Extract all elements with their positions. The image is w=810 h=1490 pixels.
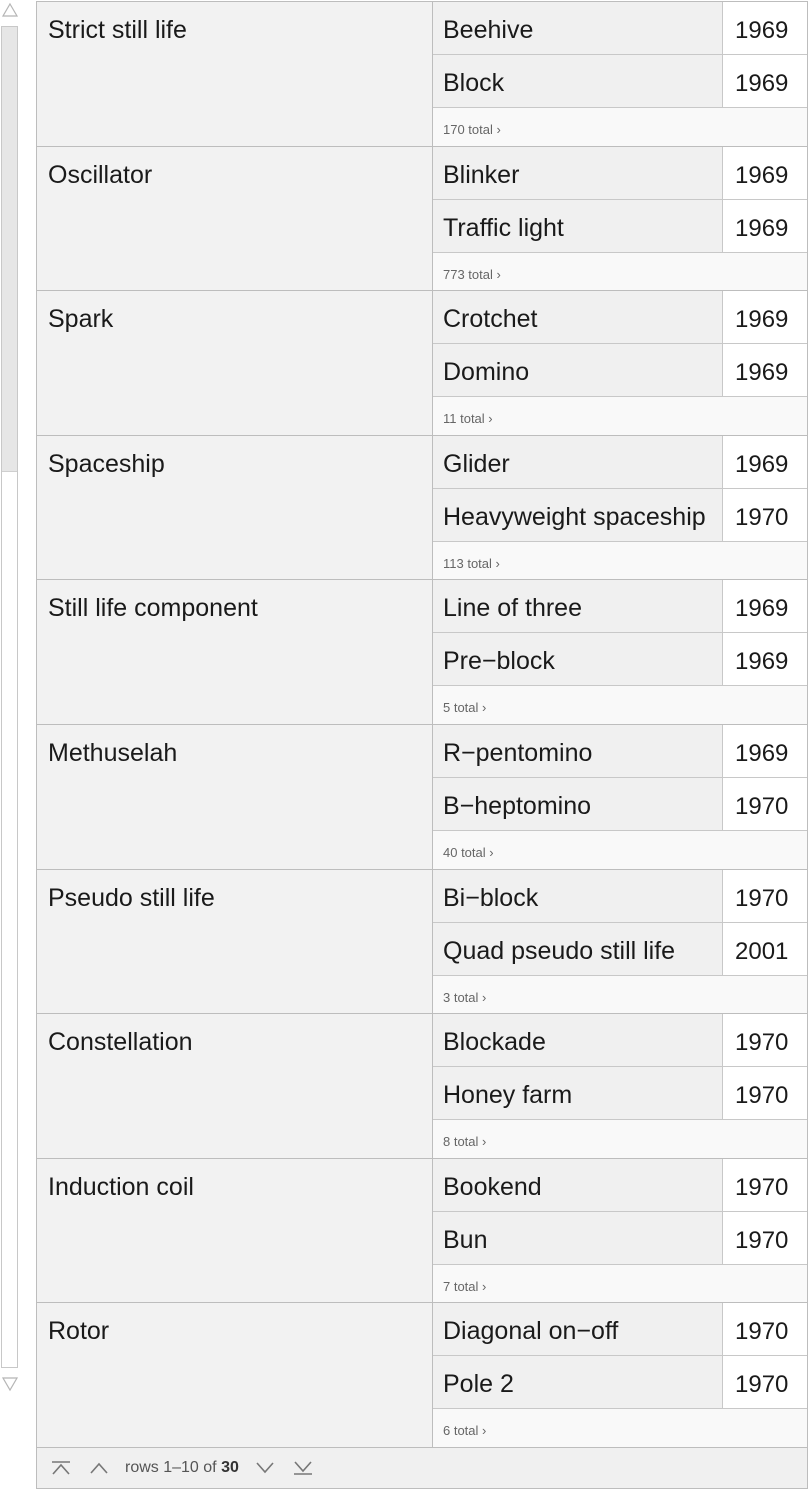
item-year-cell: 1969 — [723, 200, 807, 252]
first-page-icon[interactable] — [49, 1457, 73, 1479]
item-name-cell[interactable]: Pre−block — [433, 633, 723, 685]
category-cell: Rotor — [37, 1303, 433, 1447]
item-row — [433, 489, 807, 542]
total-link[interactable]: 5 total › — [433, 686, 807, 724]
item-year-cell: 1970 — [723, 870, 807, 922]
total-link[interactable]: 113 total › — [433, 542, 807, 580]
total-link[interactable]: 40 total › — [433, 831, 807, 869]
total-link[interactable]: 773 total › — [433, 253, 807, 291]
item-year-cell: 1970 — [723, 1212, 807, 1264]
category-cell: Induction coil — [37, 1159, 433, 1303]
item-year-cell: 2001 — [723, 923, 807, 975]
total-link[interactable]: 170 total › — [433, 108, 807, 146]
item-row — [433, 200, 807, 253]
results-grid — [36, 1, 808, 1489]
item-name-cell[interactable]: Quad pseudo still life — [433, 923, 723, 975]
group-row — [37, 291, 807, 436]
prev-page-icon[interactable] — [87, 1457, 111, 1479]
last-page-icon[interactable] — [291, 1457, 315, 1479]
item-name-cell[interactable]: Beehive — [433, 2, 723, 54]
item-name-cell[interactable]: B−heptomino — [433, 778, 723, 830]
item-row — [433, 778, 807, 831]
item-name-cell[interactable]: Line of three — [433, 580, 723, 632]
item-row — [433, 1159, 807, 1212]
group-row — [37, 1303, 807, 1448]
vertical-scrollbar[interactable] — [0, 0, 20, 1400]
item-year-cell: 1970 — [723, 1014, 807, 1066]
items-column — [433, 580, 807, 724]
items-column — [433, 1014, 807, 1158]
item-year-cell: 1969 — [723, 147, 807, 199]
item-year-cell: 1969 — [723, 55, 807, 107]
item-row — [433, 1356, 807, 1409]
group-row — [37, 725, 807, 870]
pagination-footer — [37, 1448, 807, 1488]
category-cell: Still life component — [37, 580, 433, 724]
items-column — [433, 436, 807, 580]
item-name-cell[interactable]: Crotchet — [433, 291, 723, 343]
total-link[interactable]: 6 total › — [433, 1409, 807, 1447]
item-row — [433, 1014, 807, 1067]
category-cell: Spaceship — [37, 436, 433, 580]
rows-label: rows 1–10 of — [125, 1458, 222, 1476]
category-cell: Methuselah — [37, 725, 433, 869]
item-row — [433, 344, 807, 397]
item-year-cell: 1970 — [723, 1159, 807, 1211]
item-row — [433, 147, 807, 200]
next-page-icon[interactable] — [253, 1457, 277, 1479]
item-row — [433, 633, 807, 686]
items-column — [433, 1159, 807, 1303]
items-column — [433, 2, 807, 146]
item-row — [433, 291, 807, 344]
item-row — [433, 436, 807, 489]
item-name-cell[interactable]: Pole 2 — [433, 1356, 723, 1408]
item-name-cell[interactable]: Glider — [433, 436, 723, 488]
group-row — [37, 580, 807, 725]
item-year-cell: 1970 — [723, 778, 807, 830]
item-year-cell: 1969 — [723, 344, 807, 396]
item-year-cell: 1969 — [723, 633, 807, 685]
category-cell: Spark — [37, 291, 433, 435]
item-name-cell[interactable]: Honey farm — [433, 1067, 723, 1119]
item-row — [433, 725, 807, 778]
group-row — [37, 870, 807, 1015]
category-cell: Oscillator — [37, 147, 433, 291]
item-row — [433, 2, 807, 55]
item-row — [433, 1212, 807, 1265]
items-column — [433, 725, 807, 869]
item-row — [433, 1067, 807, 1120]
item-year-cell: 1970 — [723, 489, 807, 541]
items-column — [433, 870, 807, 1014]
item-row — [433, 870, 807, 923]
scroll-up-icon[interactable] — [1, 2, 19, 18]
scroll-track[interactable] — [1, 26, 18, 1368]
rows-indicator — [125, 1459, 239, 1477]
rows-total: 30 — [221, 1458, 239, 1476]
group-row — [37, 1159, 807, 1304]
total-link[interactable]: 8 total › — [433, 1120, 807, 1158]
item-year-cell: 1970 — [723, 1356, 807, 1408]
item-row — [433, 923, 807, 976]
item-name-cell[interactable]: Bookend — [433, 1159, 723, 1211]
group-row — [37, 147, 807, 292]
item-year-cell: 1969 — [723, 2, 807, 54]
item-name-cell[interactable]: Traffic light — [433, 200, 723, 252]
category-cell: Strict still life — [37, 2, 433, 146]
item-year-cell: 1969 — [723, 291, 807, 343]
item-name-cell[interactable]: Heavyweight spaceship — [433, 489, 723, 541]
item-name-cell[interactable]: R−pentomino — [433, 725, 723, 777]
items-column — [433, 147, 807, 291]
group-row — [37, 436, 807, 581]
total-link[interactable]: 11 total › — [433, 397, 807, 435]
item-year-cell: 1969 — [723, 580, 807, 632]
group-row — [37, 2, 807, 147]
item-name-cell[interactable]: Blockade — [433, 1014, 723, 1066]
item-name-cell[interactable]: Domino — [433, 344, 723, 396]
item-year-cell: 1970 — [723, 1303, 807, 1355]
category-cell: Constellation — [37, 1014, 433, 1158]
category-cell: Pseudo still life — [37, 870, 433, 1014]
total-link[interactable]: 7 total › — [433, 1265, 807, 1303]
items-column — [433, 291, 807, 435]
scroll-down-icon[interactable] — [1, 1376, 19, 1392]
item-name-cell[interactable]: Bi−block — [433, 870, 723, 922]
item-year-cell: 1969 — [723, 436, 807, 488]
item-row — [433, 580, 807, 633]
item-row — [433, 55, 807, 108]
item-name-cell[interactable]: Bun — [433, 1212, 723, 1264]
item-row — [433, 1303, 807, 1356]
item-name-cell[interactable]: Diagonal on−off — [433, 1303, 723, 1355]
item-name-cell[interactable]: Block — [433, 55, 723, 107]
item-name-cell[interactable]: Blinker — [433, 147, 723, 199]
total-link[interactable]: 3 total › — [433, 976, 807, 1014]
item-year-cell: 1969 — [723, 725, 807, 777]
scroll-thumb[interactable] — [2, 27, 17, 472]
group-row — [37, 1014, 807, 1159]
item-year-cell: 1970 — [723, 1067, 807, 1119]
items-column — [433, 1303, 807, 1447]
